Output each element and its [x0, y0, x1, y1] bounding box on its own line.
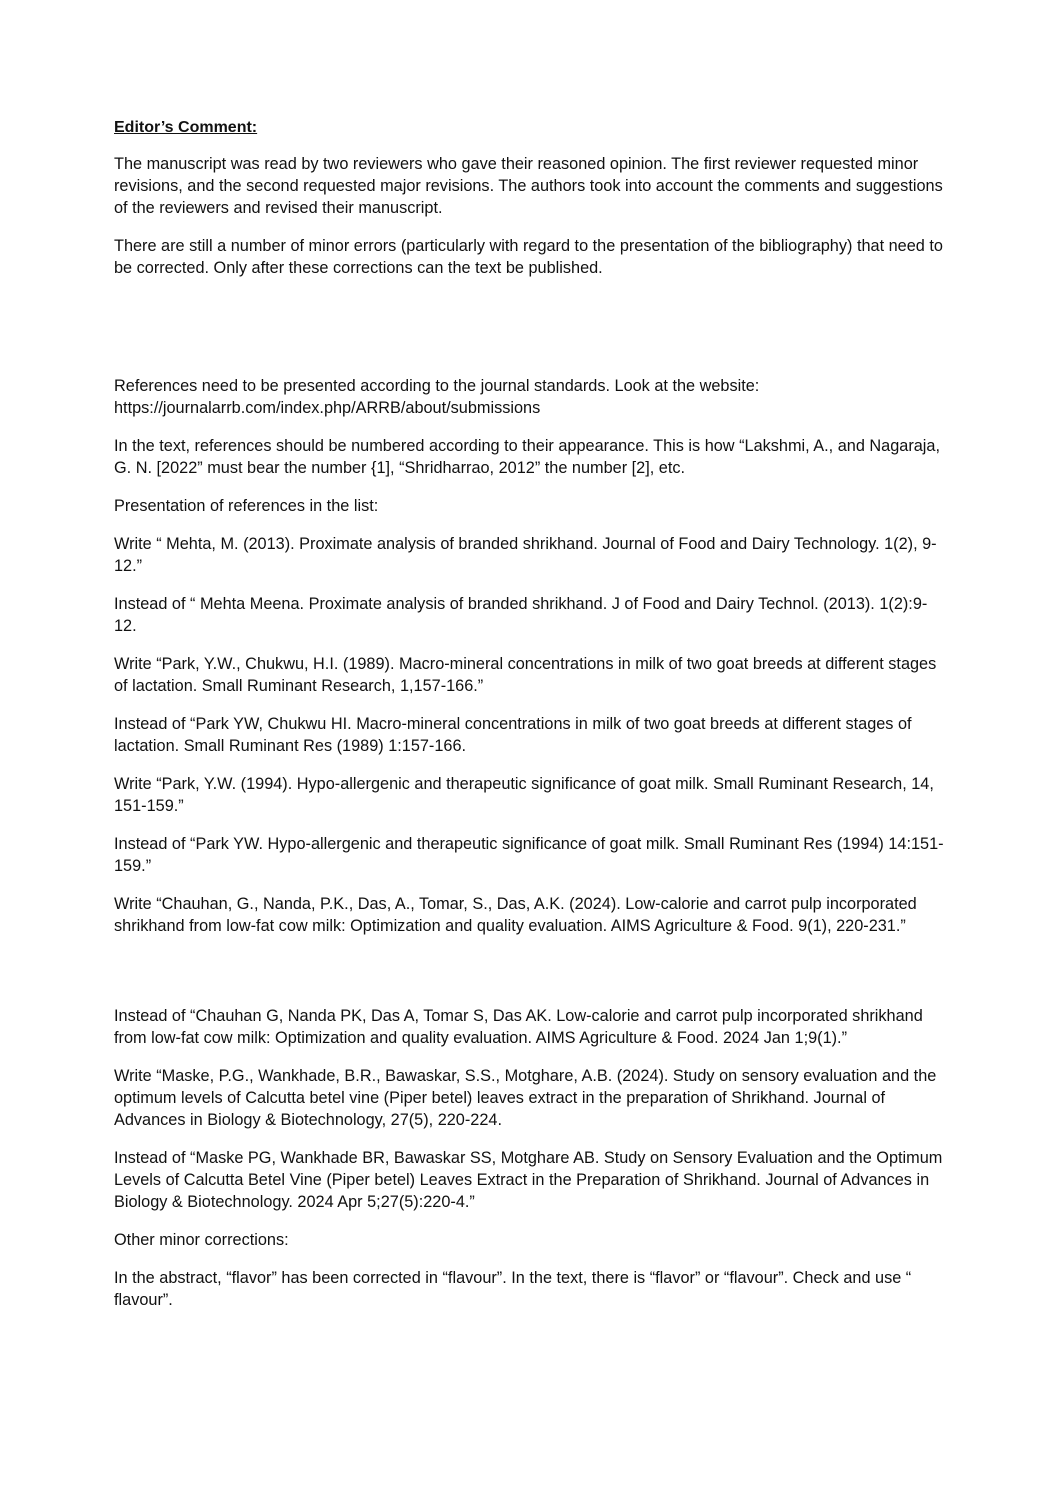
blank-space [114, 295, 946, 375]
reference-correction: Instead of “Park YW, Chukwu HI. Macro-mineral concentrations in milk of two goat breeds at different stages of lactation. Small Ruminant Res (1989) 1:157-166. [114, 715, 912, 755]
reference-correction: Write “Maske, P.G., Wankhade, B.R., Bawaskar, S.S., Motghare, A.B. (2024). Study on sensory evaluation and the optimum levels of Calcutta betel vine (Piper betel) leaves extract in the preparation of Shrikhand. Journal of Advances in Biology & Biotechnology, 27(5), 220-224. [114, 1067, 937, 1129]
summary-paragraph: There are still a number of minor errors (particularly with regard to the presentation of the bibliography) that need to be corrected. Only after these corrections can the text be published. [114, 237, 943, 277]
document-page [114, 117, 946, 1327]
reference-correction: Write “ Mehta, M. (2013). Proximate analysis of branded shrikhand. Journal of Food and Dairy Technology. 1(2), 9-12.” [114, 535, 937, 575]
minor-corrections-label: Other minor corrections: [114, 1231, 289, 1249]
reference-correction: Instead of “Chauhan G, Nanda PK, Das A, Tomar S, Das AK. Low-calorie and carrot pulp incorporated shrikhand from low-fat cow milk: Optimization and quality evaluation. AIMS Agriculture & Food. 2024 Jan 1;9(1).” [114, 1007, 923, 1047]
reference-correction: Write “Park, Y.W. (1994). Hypo-allergenic and therapeutic significance of goat milk. Small Ruminant Research, 14, 151-159.” [114, 775, 934, 815]
reference-correction: Instead of “ Mehta Meena. Proximate analysis of branded shrikhand. J of Food and Dairy Technol. (2013). 1(2):9-12. [114, 595, 928, 635]
references-instruction: Presentation of references in the list: [114, 497, 379, 515]
minor-correction-item: In the abstract, “flavor” has been corrected in “flavour”. In the text, there is “flavor” or “flavour”. Check and use “ flavour”. [114, 1269, 912, 1309]
reference-correction: Instead of “Maske PG, Wankhade BR, Bawaskar SS, Motghare AB. Study on Sensory Evaluation and the Optimum Levels of Calcutta Betel Vine (Piper betel) Leaves Extract in the Preparation of Shrikhand. Journal of Advances in Biology & Biotechnology. 2024 Apr 5;27(5):220-4.” [114, 1149, 943, 1211]
blank-space [114, 953, 946, 1005]
editor-comment-heading: Editor’s Comment: [114, 119, 258, 136]
references-instruction: References need to be presented according to the journal standards. Look at the website: https://journalarrb.com/index.php/ARRB/about/submissions [114, 377, 760, 417]
reference-correction: Write “Chauhan, G., Nanda, P.K., Das, A., Tomar, S., Das, A.K. (2024). Low-calorie and carrot pulp incorporated shrikhand from low-fat cow milk: Optimization and quality evaluation. AIMS Agriculture & Food. 9(1), 220-231.” [114, 895, 917, 935]
summary-paragraph: The manuscript was read by two reviewers who gave their reasoned opinion. The first reviewer requested minor revisions, and the second requested major revisions. The authors took into account the comments and suggestions of the reviewers and revised their manuscript. [114, 155, 943, 217]
references-instruction: In the text, references should be numbered according to their appearance. This is how “Lakshmi, A., and Nagaraja, G. N. [2022” must bear the number {1], “Shridharrao, 2012” the number [2], etc. [114, 437, 940, 477]
reference-correction: Write “Park, Y.W., Chukwu, H.I. (1989). Macro-mineral concentrations in milk of two goat breeds at different stages of lactation. Small Ruminant Research, 1,157-166.” [114, 655, 937, 695]
reference-correction: Instead of “Park YW. Hypo-allergenic and therapeutic significance of goat milk. Small Ruminant Res (1994) 14:151-159.” [114, 835, 944, 875]
